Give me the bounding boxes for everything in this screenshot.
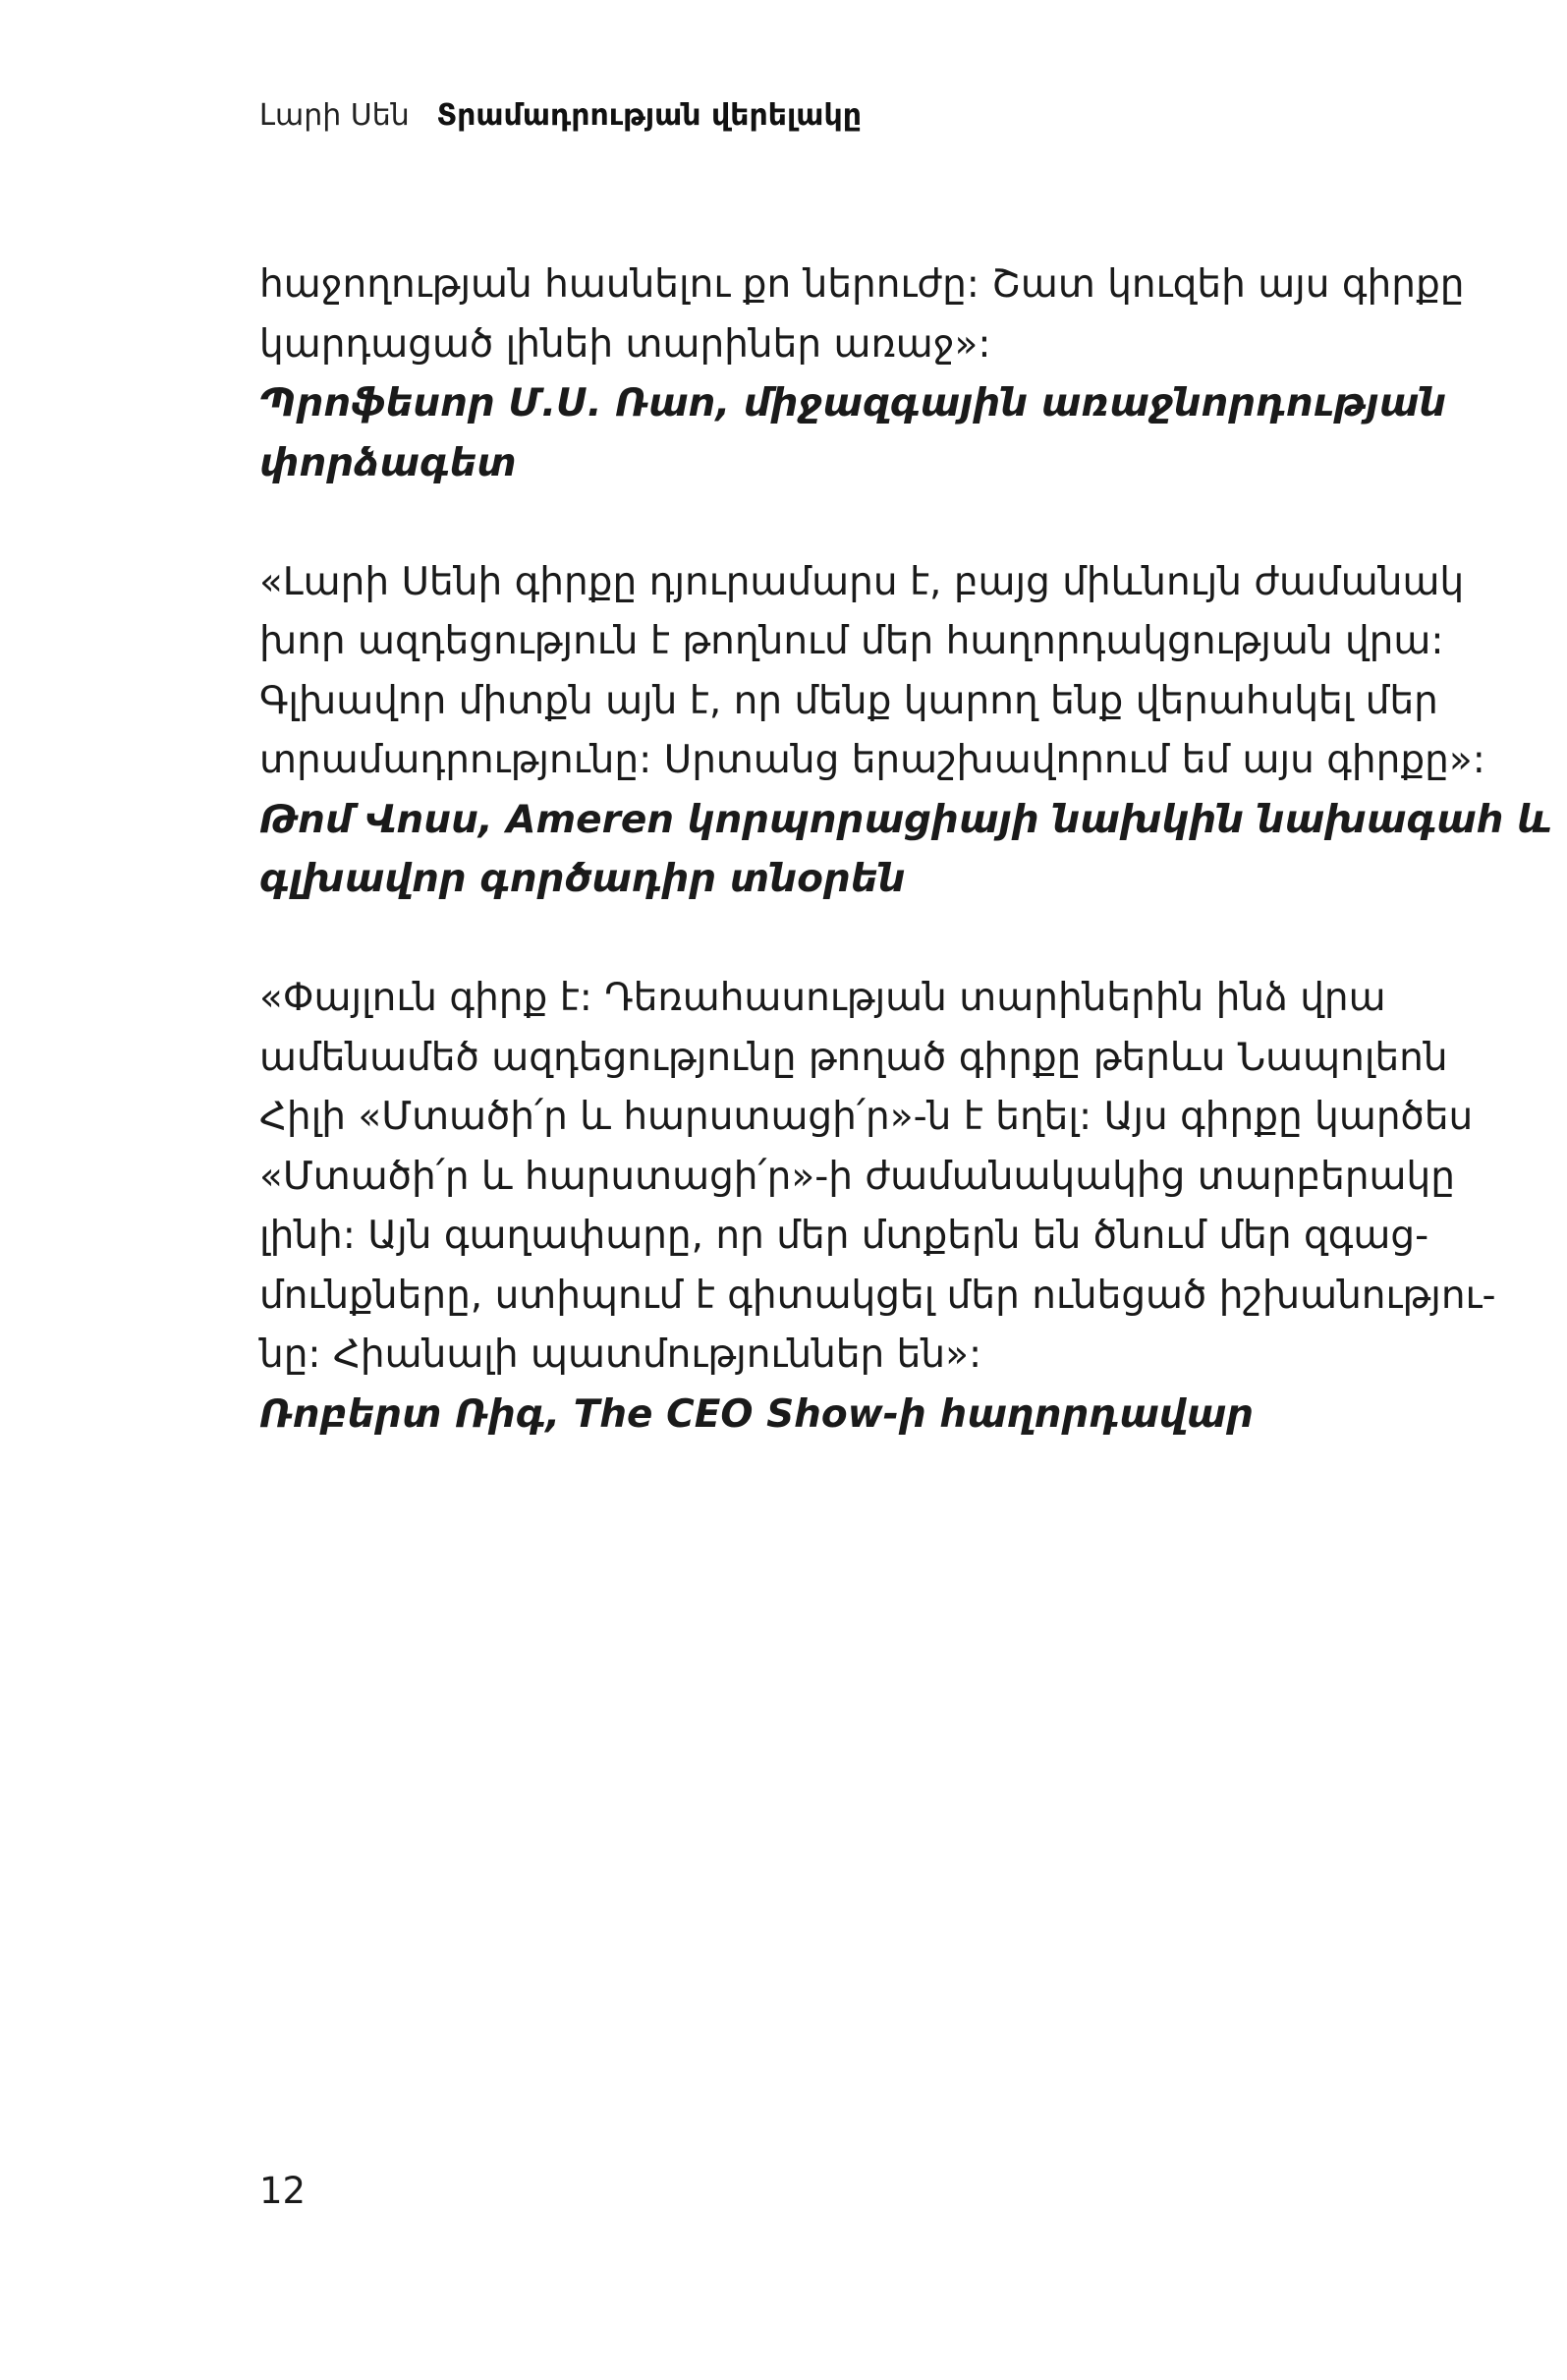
quote-1-attribution-line-1: Պրոֆեսոր Մ.Ս. Ռաո, միջազգային առաջնորդության xyxy=(259,381,1447,425)
quote-3-attribution-line-1: Ռոբերտ Ռիգ, The CEO Show-ի հաղորդավար xyxy=(259,1391,1255,1437)
quote-2-line-1: «Լարի Սենի գիրքը դյուրամարս է, բայց միևնույն ժամանակ xyxy=(259,559,1465,604)
quote-3-line-3: Հիլի «Մտածի՛ր և հարստացի՛ր»-ն է եղել: Այս գիրքը կարծես xyxy=(259,1095,1474,1139)
quote-1-line-1: հաջողության հասնելու քո ներուժը: Շատ կուզեի այս գիրքը xyxy=(259,262,1465,307)
body-text xyxy=(259,255,1552,1445)
quote-3-line-1: «Փայլուն գիրք է: Դեռահասության տարիներին ինձ վրա xyxy=(259,976,1386,1020)
header-book-title: Տրամադրության վերելակը xyxy=(436,98,862,133)
quote-2-line-3: Գլխավոր միտքն այն է, որ մենք կարող ենք վերահսկել մեր xyxy=(259,678,1438,723)
paragraph-gap xyxy=(259,493,1438,553)
quote-2-attribution-line-2: գլխավոր գործադիր տնօրեն xyxy=(259,857,906,901)
quote-3-line-7: նը: Հիանալի պատմություններ են»: xyxy=(259,1332,982,1377)
quote-3-line-4: «Մտածի՛ր և հարստացի՛ր»-ի ժամանակակից տարբերակը xyxy=(259,1154,1455,1199)
quote-1-line-2: կարդացած լինեի տարիներ առաջ»: xyxy=(259,321,991,367)
header-author: Լարի Սեն xyxy=(259,98,410,133)
quote-2-attribution-line-1: Թոմ Վոսս, Ameren կորպորացիայի նախկին նախագահ և xyxy=(259,797,1552,842)
quote-2-line-4: տրամադրությունը: Սրտանց երաշխավորում եմ այս գիրքը»: xyxy=(259,738,1485,782)
page-number: 12 xyxy=(259,2170,307,2212)
quote-3-line-6: մունքները, ստիպում է գիտակցել մեր ունեցած իշխանությու- xyxy=(259,1273,1496,1318)
quote-1-attribution-line-2: փորձագետ xyxy=(259,440,517,485)
quote-2-line-2: խոր ազդեցություն է թողնում մեր հաղորդակցության վրա: xyxy=(259,619,1444,663)
quote-3-line-2: ամենամեծ ազդեցությունը թողած գիրքը թերևս Նապոլեոն xyxy=(259,1035,1448,1080)
paragraph-gap xyxy=(259,910,1438,970)
quote-3-line-5: լինի: Այն գաղափարը, որ մեր մտքերն են ծնում մեր զգաց- xyxy=(259,1214,1429,1258)
running-header xyxy=(259,96,862,136)
